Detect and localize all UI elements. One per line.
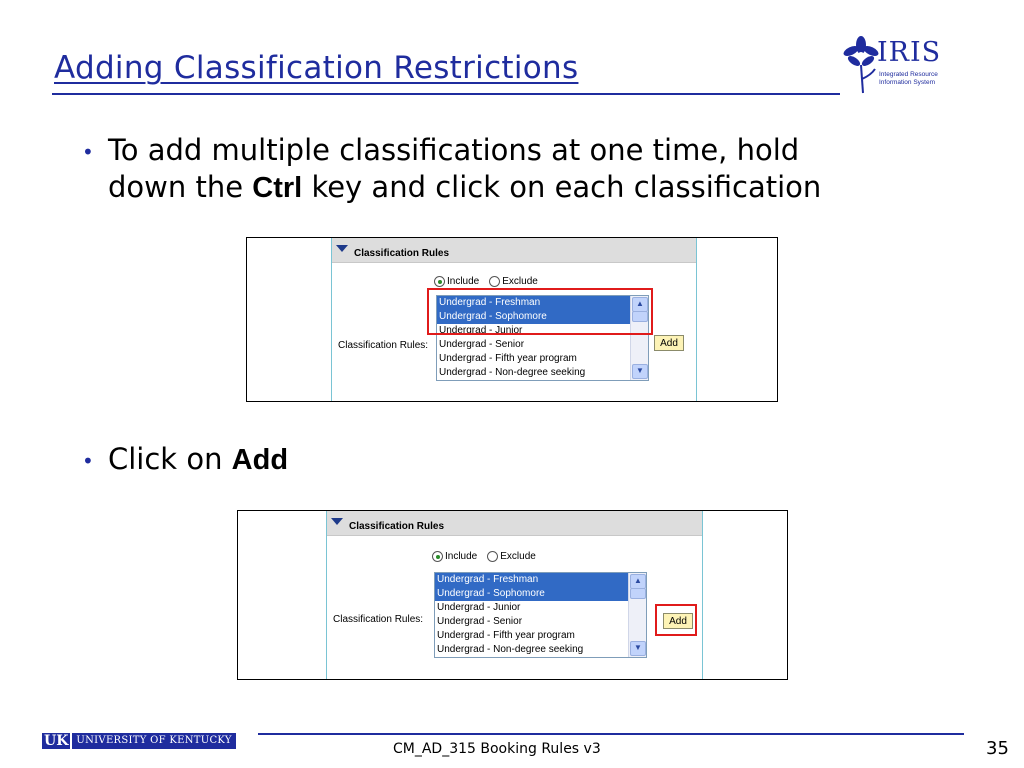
screenshot-add-button <box>237 510 788 680</box>
include-exclude-radios <box>434 276 538 287</box>
radio-selected-icon <box>432 551 443 562</box>
list-option[interactable]: Undergrad - Freshman <box>435 573 630 587</box>
scroll-down-icon[interactable]: ▼ <box>630 641 646 656</box>
bullet-icon: • <box>82 140 94 164</box>
add-button[interactable]: Add <box>663 613 693 629</box>
bullet-icon: • <box>82 449 94 473</box>
list-option[interactable]: Undergrad - Sophomore <box>437 310 632 324</box>
title-underline <box>52 93 840 95</box>
radio-selected-icon <box>434 276 445 287</box>
iris-subtitle: Integrated Resource Information System <box>879 71 938 86</box>
add-button-highlight-box <box>655 604 697 636</box>
uk-wordmark: UK <box>44 733 69 749</box>
iris-flower-icon <box>843 35 879 95</box>
screenshot-listbox-selection <box>246 237 778 402</box>
collapse-triangle-icon[interactable] <box>336 245 348 252</box>
panel-header <box>327 511 702 536</box>
bullet-2-line: Click on Add <box>108 442 289 476</box>
list-option[interactable]: Undergrad - Fifth year program <box>439 353 577 364</box>
footer-caption: CM_AD_315 Booking Rules v3 <box>393 741 601 757</box>
radio-empty-icon <box>489 276 500 287</box>
scroll-down-icon[interactable]: ▼ <box>632 364 648 379</box>
scroll-up-icon[interactable]: ▲ <box>630 574 646 589</box>
slide-title: Adding Classification Restrictions <box>54 50 579 86</box>
university-name: UNIVERSITY OF KENTUCKY <box>72 733 235 749</box>
scroll-thumb[interactable] <box>630 588 646 599</box>
add-button[interactable]: Add <box>654 335 684 351</box>
bullet-1-line-1: To add multiple classifications at one time, hold <box>108 133 800 167</box>
exclude-radio[interactable]: Exclude <box>489 276 538 287</box>
selection-highlight-box <box>427 288 653 335</box>
add-keyword: Add <box>231 444 289 476</box>
page-number: 35 <box>986 738 1009 759</box>
bullet-1-line-2: down the Ctrl key and click on each classification <box>108 170 822 204</box>
panel-header-title: Classification Rules <box>349 521 445 532</box>
list-option[interactable]: Undergrad - Junior <box>437 602 521 613</box>
list-option[interactable]: Undergrad - Senior <box>439 339 525 350</box>
list-option[interactable]: Undergrad - Non-degree seeking <box>439 367 586 378</box>
include-radio[interactable]: Include <box>434 276 479 287</box>
ctrl-keyword: Ctrl <box>252 172 303 204</box>
classification-rules-label: Classification Rules: <box>338 340 429 351</box>
university-logo <box>42 733 236 749</box>
panel-header <box>332 238 696 263</box>
list-option[interactable]: Undergrad - Non-degree seeking <box>437 644 584 655</box>
panel-header-title: Classification Rules <box>354 248 450 259</box>
include-radio[interactable]: Include <box>432 551 477 562</box>
list-option[interactable]: Undergrad - Junior <box>439 325 523 336</box>
exclude-radio[interactable]: Exclude <box>487 551 536 562</box>
iris-logo <box>843 35 953 97</box>
list-option[interactable]: Undergrad - Sophomore <box>435 587 630 601</box>
listbox-scrollbar[interactable] <box>628 573 646 657</box>
classification-panel <box>326 511 703 679</box>
scroll-up-icon[interactable]: ▲ <box>632 297 648 312</box>
classification-listbox[interactable] <box>434 572 647 658</box>
include-exclude-radios <box>432 551 536 562</box>
iris-wordmark: IRIS <box>877 37 942 68</box>
list-option[interactable]: Undergrad - Fifth year program <box>437 630 575 641</box>
list-option[interactable]: Undergrad - Senior <box>437 616 523 627</box>
list-option[interactable]: Undergrad - Freshman <box>437 296 632 310</box>
radio-empty-icon <box>487 551 498 562</box>
classification-rules-label: Classification Rules: <box>333 614 424 625</box>
footer-rule <box>258 733 964 735</box>
collapse-triangle-icon[interactable] <box>331 518 343 525</box>
